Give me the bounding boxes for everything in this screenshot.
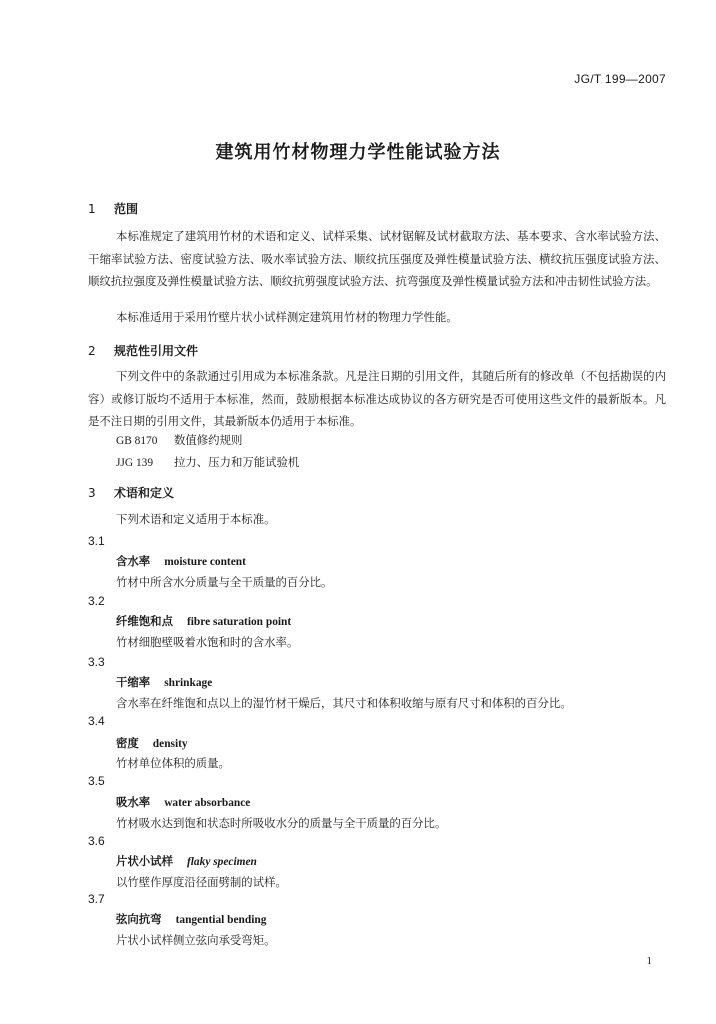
term-english: density [152,738,188,750]
page-number: 1 [646,955,652,967]
term-chinese: 干缩率 [116,675,151,689]
section-number: 3 [88,486,96,500]
section-number: 2 [88,344,96,358]
section-2-paragraph: 下列文件中的条款通过引用成为本标准条款。凡是注日期的引用文件，其随后所有的修改单（不包括勘误的内容）或修订版均不适用于本标准，然而，鼓励根据本标准达成协议的各方研究是否可使用这些文件的最新版本。凡是不注日期的引用文件，其最新版本仍适用于本标准。 [88,369,666,428]
term-english: water absorbance [164,797,251,809]
term-entry [116,794,250,810]
term-entry [116,735,188,751]
term-english: moisture content [164,556,246,568]
term-entry [116,674,212,690]
section-3-paragraph: 下列术语和定义适用于本标准。 [116,512,276,526]
section-title: 规范性引用文件 [114,344,199,358]
term-entry [116,613,291,629]
term-entry [116,853,257,869]
term-chinese: 片状小试样 [116,854,173,868]
reference-jjg139 [116,454,299,470]
reference-title: 数值修约规则 [174,433,243,447]
term-entry [116,911,266,927]
term-definition: 竹材单位体积的质量。 [116,756,230,770]
section-title: 范围 [114,202,139,216]
section-2-heading [88,342,198,359]
term-english: tangential bending [175,914,267,926]
clause-number: 3.7 [88,892,105,906]
section-1-paragraph-2: 本标准适用于采用竹壁片状小试样测定建筑用竹材的物理力学性能。 [116,310,458,324]
term-definition: 竹材中所含水分质量与全干质量的百分比。 [116,575,333,589]
reference-title: 拉力、压力和万能试验机 [174,455,300,469]
clause-number: 3.5 [88,774,105,788]
term-english: shrinkage [164,677,213,689]
clause-number: 3.1 [88,534,105,548]
section-3-heading [88,484,174,501]
term-chinese: 吸水率 [116,795,151,809]
clause-number: 3.3 [88,655,105,669]
clause-number: 3.2 [88,594,105,608]
term-definition: 以竹壁作厚度沿径面劈制的试样。 [116,875,287,889]
term-definition: 含水率在纤维饱和点以上的湿竹材干燥后，其尺寸和体积收缩与原有尺寸和体积的百分比。 [116,696,572,710]
term-chinese: 弦向抗弯 [116,912,162,926]
term-english: flaky specimen [186,856,257,868]
reference-code: JJG 139 [116,457,154,469]
term-definition: 片状小试样侧立弦向承受弯矩。 [116,933,276,947]
standard-code: JG/T 199—2007 [574,72,666,86]
term-chinese: 密度 [116,736,139,750]
reference-code: GB 8170 [116,435,158,447]
clause-number: 3.4 [88,714,105,728]
term-entry [116,553,246,569]
term-definition: 竹材吸水达到饱和状态时所吸收水分的质量与全干质量的百分比。 [116,816,447,830]
term-chinese: 纤维饱和点 [116,614,173,628]
section-number: 1 [88,202,96,216]
section-1-paragraph-1: 本标准规定了建筑用竹材的术语和定义、试样采集、试材锯解及试材截取方法、基本要求、含水率试验方法、干缩率试验方法、密度试验方法、吸水率试验方法、顺纹抗压强度及弹性模量试验方法、横纹抗压强度试验方法、顺纹抗拉强度及弹性模量试验方法、顺纹抗剪强度试验方法、抗弯强度及弹性模量试验方法和冲击韧性试验方法。 [88,229,666,288]
section-title: 术语和定义 [114,486,175,500]
section-1-heading [88,200,138,217]
term-chinese: 含水率 [116,554,151,568]
document-title: 建筑用竹材物理力学性能试验方法 [215,142,501,163]
clause-number: 3.6 [88,834,105,848]
term-definition: 竹材细胞壁吸着水饱和时的含水率。 [116,635,299,649]
reference-gb8170 [116,432,242,448]
term-english: fibre saturation point [186,616,292,628]
